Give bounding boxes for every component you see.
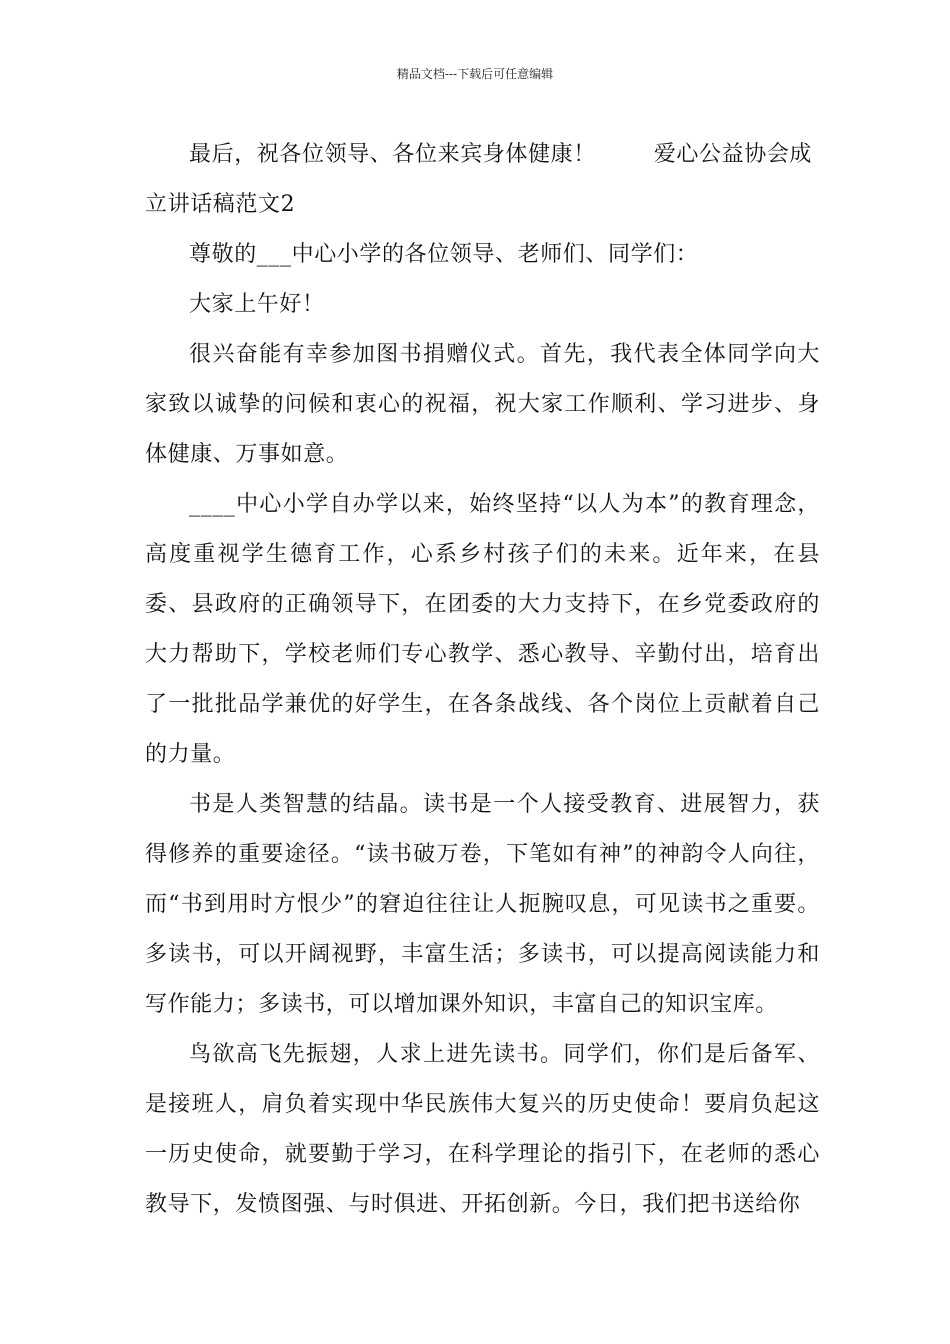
page-header: 精品文档---下载后可任意编辑 [396, 67, 554, 81]
body-paragraph: 很兴奋能有幸参加图书捐赠仪式。首先，我代表全体同学向大家致以诚挚的问候和衷心的祝福，祝大家工作顺利、学习进步、身体健康、万事如意。 [145, 342, 820, 467]
body-paragraph: ____中心小学自办学以来，始终坚持“以人为本”的教育理念，高度重视学生德育工作，心系乡村孩子们的未来。近年来，在县委、县政府的正确领导下，在团委的大力支持下，在乡党委政府的大力帮助下，学校老师们专心教学、悉心教导、辛勤付出，培育出了一批批品学兼优的好学生，在各条战线、各个岗位上贡献着自己的力量。 [145, 492, 820, 767]
document-body [145, 130, 820, 1230]
title-continuation: 立讲话稿范文2 [145, 192, 296, 217]
title-part1: 爱心公益协会成 [653, 142, 813, 167]
body-paragraph: 书是人类智慧的结晶。读书是一个人接受教育、进展智力，获得修养的重要途径。“读书破万卷，下笔如有神”的神韵令人向往，而“书到用时方恨少”的窘迫往往让人扼腕叹息，可见读书之重要。多读书，可以开阔视野，丰富生活；多读书，可以提高阅读能力和写作能力；多读书，可以增加课外知识，丰富自己的知识宝库。 [145, 792, 820, 1017]
body-paragraph: 鸟欲高飞先振翅，人求上进先读书。同学们，你们是后备军、是接班人，肩负着实现中华民族伟大复兴的历史使命！要肩负起这一历史使命，就要勤于学习，在科学理论的指引下，在老师的悉心教导下，发愤图强、与时俱进、开拓创新。今日，我们把书送给你 [145, 1042, 820, 1217]
salutation: 尊敬的___中心小学的各位领导、老师们、同学们： [189, 242, 699, 267]
closing-line: 最后，祝各位领导、各位来宾身体健康！ [189, 142, 596, 167]
closing-title-paragraph [145, 130, 820, 180]
greeting: 大家上午好！ [189, 292, 325, 317]
